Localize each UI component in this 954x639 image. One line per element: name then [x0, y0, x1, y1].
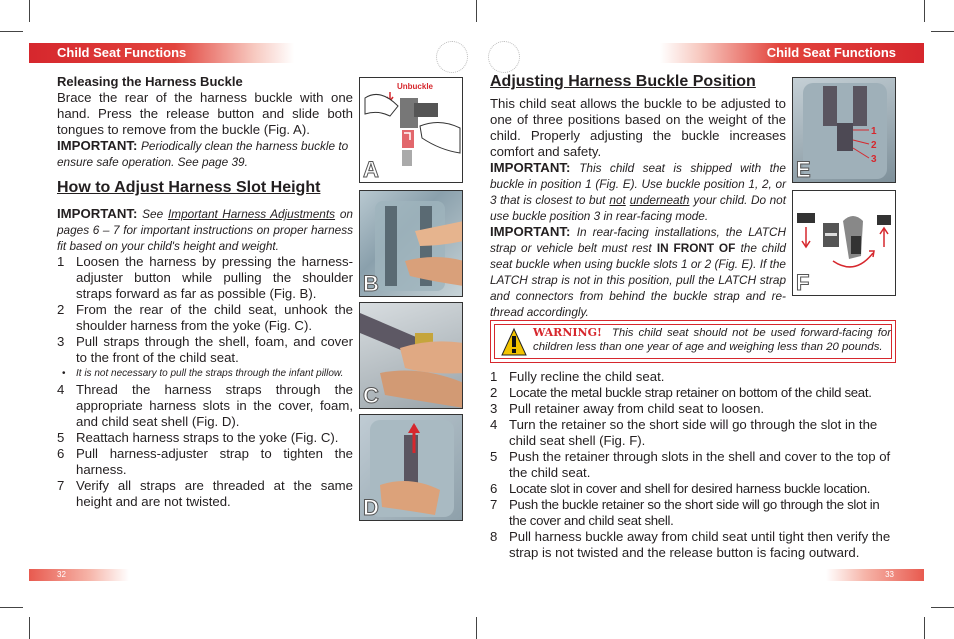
figure-label: C [363, 383, 379, 408]
important-adjustments-link[interactable]: Important Harness Adjustments [167, 207, 336, 221]
svg-text:2: 2 [871, 140, 877, 151]
crop-mark [29, 0, 30, 22]
list-item: 7 Verify all straps are threaded at the same height and are not twisted. [57, 478, 353, 509]
header-title: Child Seat Functions [57, 45, 187, 60]
warning-text: WARNING! This child seat should not be used forward-facing for children less than one year of age and weighing less than 20 pounds. [533, 326, 891, 353]
crop-mark [931, 31, 954, 32]
slot-height-heading: How to Adjust Harness Slot Height [57, 179, 321, 196]
crop-mark [29, 617, 30, 639]
section-header-left [29, 43, 294, 63]
list-item: 1 Fully recline the child seat. [490, 369, 665, 384]
figure-f [792, 190, 896, 296]
buckle-steps [490, 369, 897, 561]
buckle-position-heading: Adjusting Harness Buckle Position [490, 73, 756, 90]
figure-label: B [363, 271, 379, 296]
crop-mark [924, 617, 925, 639]
list-item: 2 From the rear of the child seat, unhook the shoulder harness from the yoke (Fig. C). [57, 302, 353, 333]
list-item: 6 Locate slot in cover and shell for desired harness buckle location. [490, 481, 871, 496]
figure-label: F [796, 270, 810, 295]
figure-label: E [796, 157, 811, 182]
warning-box [490, 320, 896, 363]
list-item: 5 Reattach harness straps to the yoke (Fig. C). [57, 430, 339, 445]
list-item: 5 Push the retainer through slots in the shell and cover to the top of the child seat. [490, 449, 891, 480]
buckle-important-2: IMPORTANT: In rear-facing installations, the LATCH strap or vehicle belt must rest IN FRONT OF the child seat buckle when using buckle slots 1 or 2 (Fig. E). If the LATCH strap is not in this position, pull the LATCH strap and connectors from behind the buckle strap and re-thread accordingly. [490, 224, 786, 319]
right-column [490, 74, 786, 320]
page-number-left: 32 [29, 569, 129, 581]
buckle-important-1: IMPORTANT: This child seat is shipped with the buckle in position 1 (Fig. E). Use buckle position 1, 2, or 3 that is closest to but not underneath your child. Do not use buckle position 3 in rear-facing mode. [490, 160, 786, 223]
crop-mark [0, 607, 23, 608]
warning-icon [501, 327, 527, 357]
crop-mark [476, 617, 477, 639]
registration-mark [436, 41, 468, 73]
slot-important: IMPORTANT: See Important Harness Adjustments on pages 6 – 7 for important instructions on proper harness fit based on your child's height and weight. [57, 206, 353, 253]
figure-e [792, 77, 896, 183]
header-title: Child Seat Functions [766, 45, 896, 60]
buckle-intro: This child seat allows the buckle to be adjusted to one of three positions based on the weight of the child. Properly adjusting the buckle increases comfort and safety. [490, 96, 786, 159]
page-number-right: 33 [826, 569, 924, 581]
slot-steps-continued [57, 382, 353, 510]
slot-steps [57, 254, 353, 366]
crop-mark [476, 0, 477, 22]
crop-mark [931, 607, 954, 608]
figure-label: D [363, 495, 379, 520]
figure-c [359, 302, 463, 409]
crop-mark [924, 0, 925, 22]
crop-mark [0, 31, 23, 32]
svg-text:1: 1 [871, 126, 877, 137]
section-header-right [660, 43, 924, 63]
list-item: 8 Pull harness buckle away from child seat until tight then verify the strap is not twisted and the release button is facing outward. [490, 529, 891, 560]
figure-a [359, 77, 463, 183]
list-item: 3 Pull straps through the shell, foam, and cover to the front of the child seat. [57, 334, 353, 365]
list-item: 3 Pull retainer away from child seat to loosen. [490, 401, 765, 416]
figure-label: A [363, 157, 379, 182]
release-body: Brace the rear of the harness buckle with one hand. Press the release button and slide both tongues to remove from the buckle (Fig. A). [57, 90, 353, 137]
release-heading: Releasing the Harness Buckle [57, 74, 243, 89]
figure-d [359, 414, 463, 521]
note-bullet: • It is not necessary to pull the straps through the infant pillow. [57, 366, 353, 382]
list-item: 1 Loosen the harness by pressing the harness-adjuster button while pulling the shoulder straps forward as far as possible (Fig. B). [57, 254, 353, 301]
buckle-steps-column [490, 369, 897, 561]
list-item: 4 Thread the harness straps through the appropriate harness slots in the cover, foam, and child seat shell (Fig. D). [57, 382, 353, 429]
list-item: 4 Turn the retainer so the short side will go through the slot in the child seat shell (Fig. F). [490, 417, 878, 448]
release-important: IMPORTANT: Periodically clean the harness buckle to ensure safe operation. See page 39. [57, 138, 349, 169]
unbuckle-label: Unbuckle [396, 82, 434, 91]
list-item: 7 Push the buckle retainer so the short side will go through the slot in the cover and child seat shell. [490, 497, 880, 528]
registration-mark [488, 41, 520, 73]
figure-b [359, 190, 463, 297]
list-item: 2 Locate the metal buckle strap retainer on bottom of the child seat. [490, 385, 872, 400]
svg-text:3: 3 [871, 154, 877, 165]
left-column [57, 74, 353, 510]
list-item: 6 Pull harness-adjuster strap to tighten the harness. [57, 446, 353, 477]
